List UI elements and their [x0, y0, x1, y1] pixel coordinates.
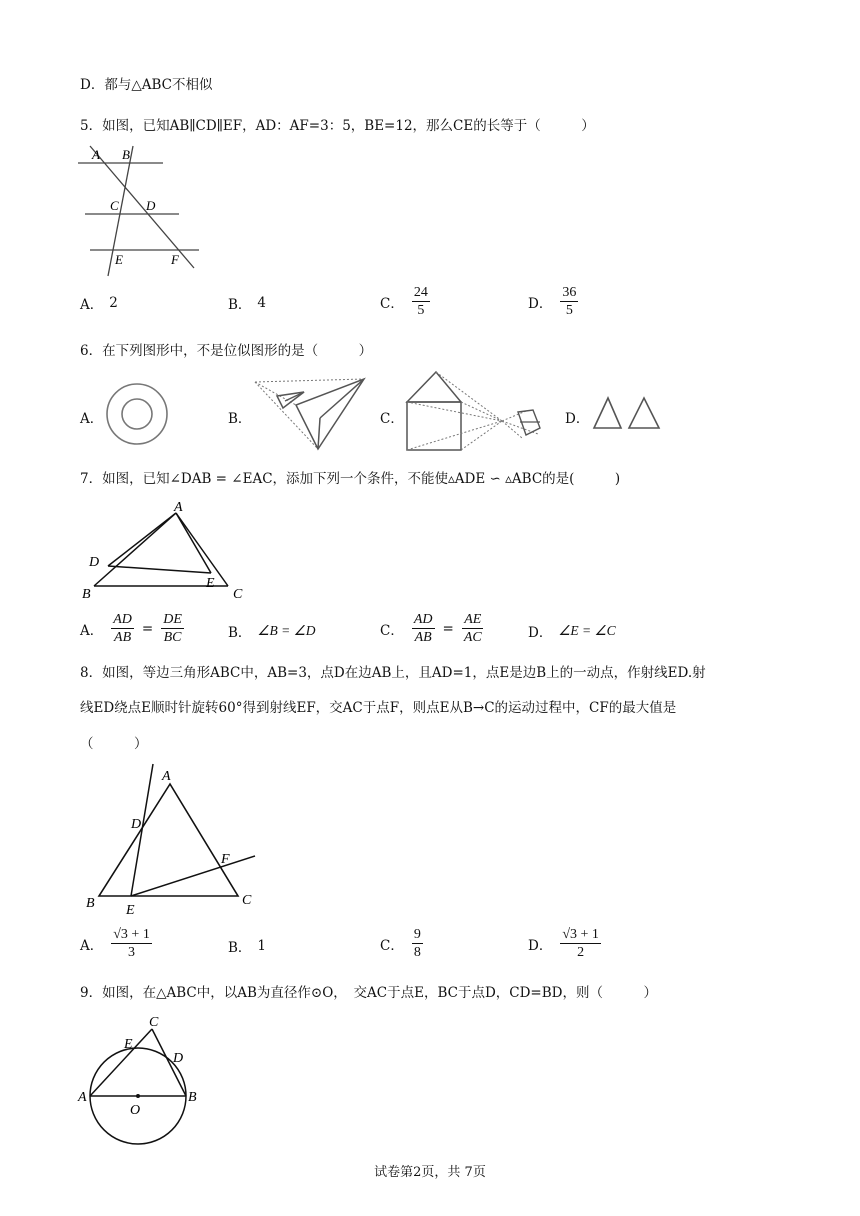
q5-label-C: C: [110, 198, 119, 213]
q7-stem: 7．如图，已知∠DAB = ∠EAC，添加下列一个条件，不能使▵ADE ∽ ▵ABC的是( ): [80, 471, 621, 487]
q8-label-C: C: [242, 893, 252, 908]
q6-option-a-key: A．: [80, 411, 104, 427]
q6-stem: 6．在下列图形中，不是位似图形的是（ ）: [80, 343, 373, 359]
q8-label-F: F: [221, 852, 230, 867]
q9-label-D: D: [173, 1051, 184, 1066]
q5-label-A: A: [92, 147, 100, 162]
q5-option-b: B． 4: [228, 295, 267, 313]
q5-option-a: A． 2: [80, 295, 118, 313]
q6-option-d-key: D．: [565, 411, 590, 427]
q8-stem-line1: 8．如图，等边三角形ABC中，AB=3，点D在边AB上，且AD=1，点E是边B上的一动点，作射线ED.射: [80, 665, 706, 681]
q7-label-B: B: [82, 587, 91, 602]
q7-option-a: A． $\frac{AD}{AB}$ = $\frac{DE}{BC}$: [80, 612, 182, 645]
q8-figure: [80, 762, 270, 918]
q6-concentric-circles-figure: [104, 381, 170, 447]
q8-label-E: E: [126, 903, 135, 918]
q7-option-b: B． ∠B = ∠D: [228, 623, 316, 641]
q6-pyramid-projection-figure: [252, 376, 372, 452]
q8-label-A: A: [162, 769, 171, 784]
q9-label-A: A: [78, 1090, 87, 1105]
q9-figure: [76, 1010, 204, 1145]
q9-label-B: B: [188, 1090, 197, 1105]
q8-option-a: A． $\frac{√3 + 1}{3}$: [80, 927, 150, 960]
q5-option-d-fraction: $\frac{36}{5}$: [562, 285, 577, 318]
q5-option-b-value: 4: [257, 295, 267, 311]
q5-label-E: E: [115, 252, 123, 267]
q8-stem-line3: （ ）: [80, 736, 148, 752]
q4-option-d: D．都与△ABC不相似: [80, 77, 213, 93]
q8-option-b: B． 1: [228, 938, 267, 956]
q6-two-triangles-figure: [590, 393, 662, 431]
q8-label-B: B: [86, 896, 95, 911]
q8-option-d: D． $\frac{√3 + 1}{2}$: [528, 927, 599, 960]
page-footer: 试卷第2页，共 7页: [374, 1165, 486, 1180]
q5-option-c-fraction: $\frac{24}{5}$: [413, 285, 428, 318]
q5-label-B: B: [122, 147, 130, 162]
q9-label-E: E: [124, 1037, 133, 1052]
q7-label-A: A: [174, 500, 183, 515]
q7-label-D: D: [89, 555, 100, 570]
q9-label-O: O: [130, 1103, 141, 1118]
q5-stem: 5．如图，已知AB∥CD∥EF，AD：AF=3：5，BE=12，那么CE的长等于（ ）: [80, 118, 595, 134]
q5-figure: [70, 142, 210, 282]
q5-label-F: F: [171, 252, 179, 267]
q7-option-d: D． ∠E = ∠C: [528, 623, 616, 641]
q5-option-a-value: 2: [109, 295, 118, 311]
q8-option-c: C． $\frac{9}{8}$: [380, 927, 421, 960]
q5-option-c: C． $\frac{24}{5}$: [380, 285, 428, 318]
q7-label-C: C: [233, 587, 243, 602]
q7-figure: [80, 497, 250, 605]
q7-label-E: E: [206, 576, 215, 591]
q5-option-d: D． $\frac{36}{5}$: [528, 285, 577, 318]
q6-option-b-key: B．: [228, 411, 252, 427]
q5-label-D: D: [146, 198, 156, 213]
q6-house-projection-figure: [402, 368, 550, 454]
q7-option-c: C． $\frac{AD}{AB}$ = $\frac{AE}{AC}$: [380, 612, 482, 645]
q8-stem-line2: 线ED绕点E顺时针旋转60°得到射线EF，交AC于点F，则点E从B→C的运动过程中，CF的最大值是: [80, 700, 677, 716]
q9-stem: 9．如图，在△ABC中，以AB为直径作⊙O， 交AC于点E，BC于点D，CD=BD，则（ ）: [80, 985, 657, 1001]
q6-option-c-key: C．: [380, 411, 404, 427]
q8-label-D: D: [131, 817, 142, 832]
q9-label-C: C: [149, 1015, 159, 1030]
